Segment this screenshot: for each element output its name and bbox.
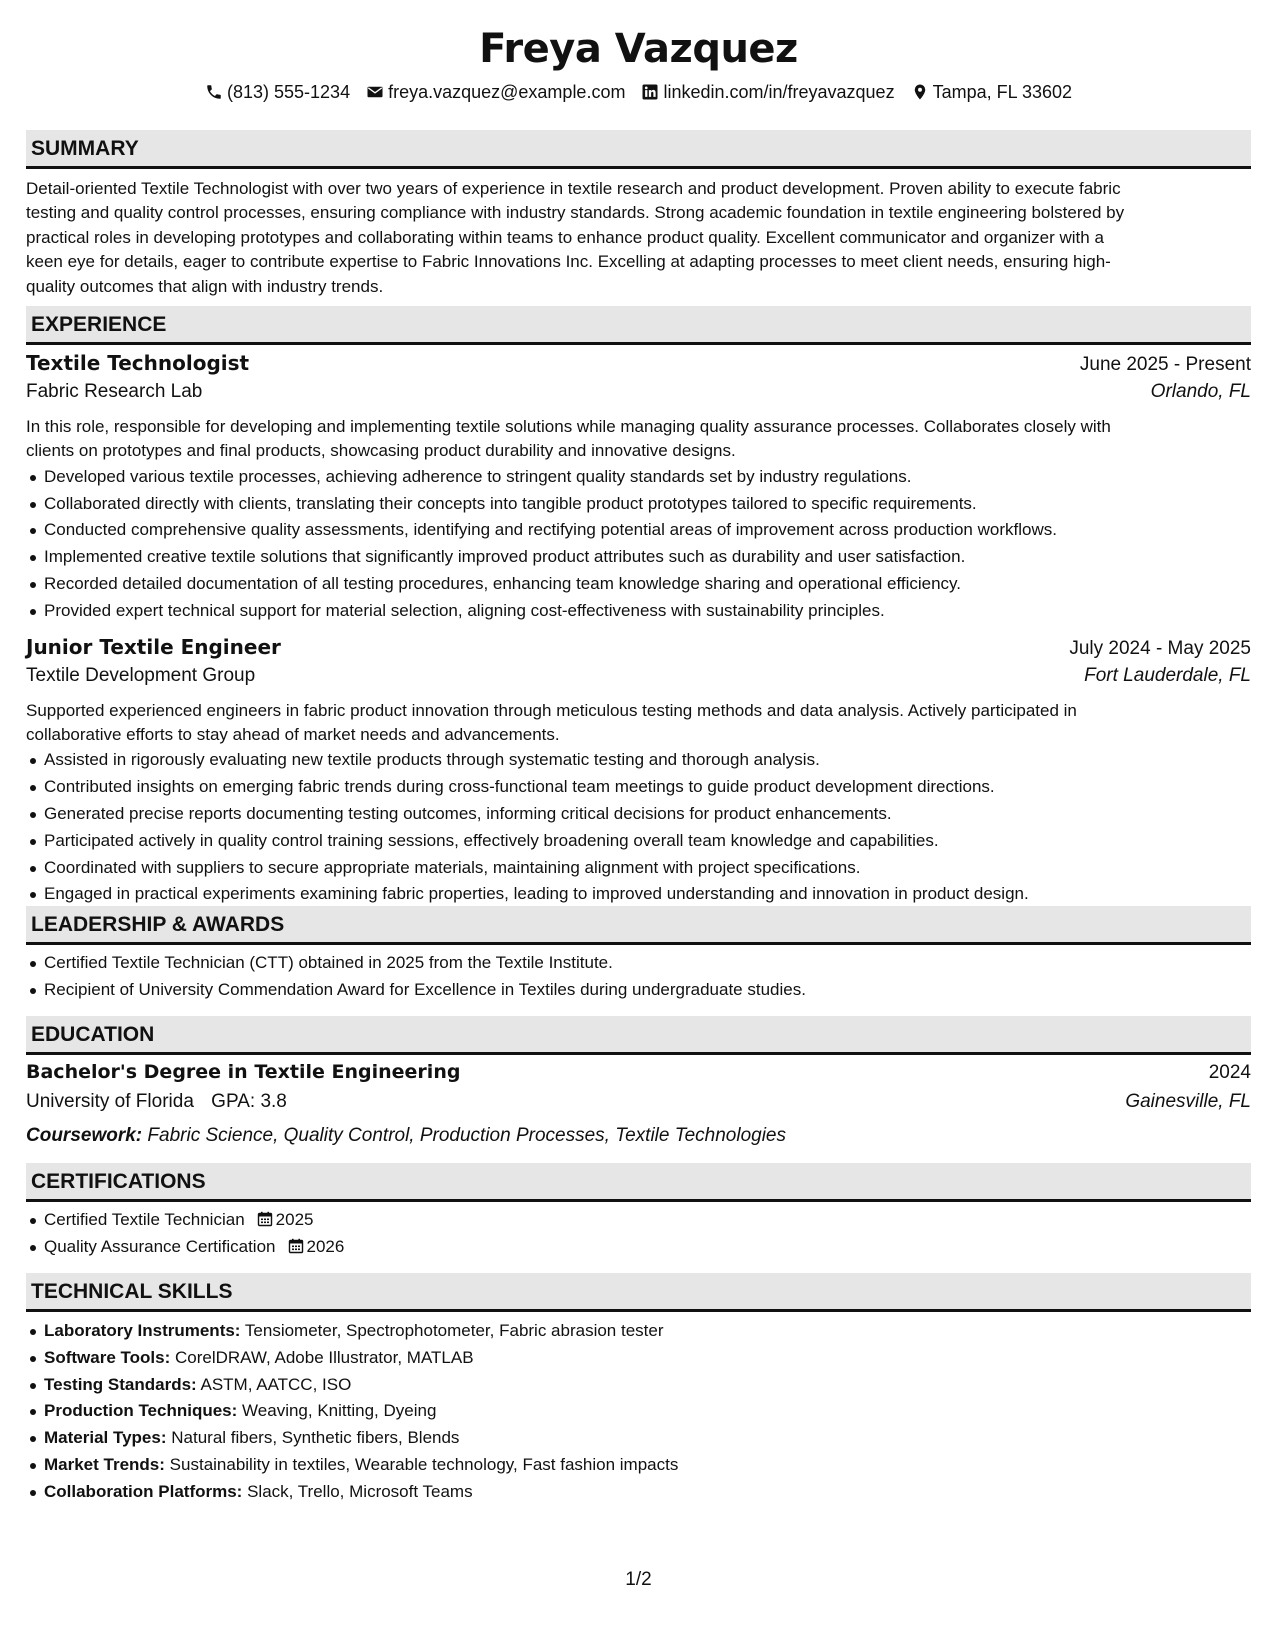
skill-value: Sustainability in textiles, Wearable technology, Fast fashion impacts <box>169 1454 679 1474</box>
job-dates: June 2025 - Present <box>1079 354 1251 375</box>
summary-line: keen eye for details, eager to contribute expertise to Fabric Innovations Inc. Excelling at adapting processes to meet client needs, ensuring high- <box>26 252 1111 272</box>
list-item <box>44 1207 1251 1234</box>
job-description <box>26 699 1251 748</box>
certification-name: Certified Textile Technician <box>44 1210 245 1229</box>
list-item <box>44 1425 1251 1452</box>
school-location: Gainesville, FL <box>1125 1091 1251 1112</box>
education-section <box>26 1016 1251 1151</box>
list-item <box>44 1452 1251 1479</box>
list-item: Implemented creative textile solutions that significantly improved product attributes such as durability and user satisfaction. <box>44 544 1251 571</box>
gpa: GPA: 3.8 <box>211 1091 287 1112</box>
school-name: University of Florida <box>26 1091 194 1112</box>
list-item: Collaborated directly with clients, translating their concepts into tangible product prototypes tailored to specific requirements. <box>44 491 1251 518</box>
list-item <box>44 1234 1251 1261</box>
location-text: Tampa, FL 33602 <box>932 81 1072 102</box>
certifications-section <box>26 1163 1251 1261</box>
skills-section <box>26 1273 1251 1506</box>
section-heading: SUMMARY <box>26 130 1251 169</box>
list-item: Coordinated with suppliers to secure appropriate materials, maintaining alignment with project specifications. <box>44 855 1251 882</box>
page-number: 1/2 <box>625 1569 652 1590</box>
list-item <box>44 1479 1251 1506</box>
list-item <box>44 1345 1251 1372</box>
section-heading: EXPERIENCE <box>26 306 1251 345</box>
calendar-icon <box>257 1211 273 1227</box>
phone-text: (813) 555-1234 <box>226 81 351 102</box>
section-heading: EDUCATION <box>26 1016 1251 1055</box>
job-title: Textile Technologist <box>26 351 250 375</box>
skill-value: Tensiometer, Spectrophotometer, Fabric abrasion tester <box>244 1321 664 1340</box>
list-item: Assisted in rigorously evaluating new textile products through systematic testing and thorough analysis. <box>44 747 1251 774</box>
skill-label: Testing Standards: <box>44 1374 197 1394</box>
list-item: Developed various textile processes, achieving adherence to stringent quality standards set by industry regulations. <box>44 464 1251 491</box>
skill-label: Material Types: <box>44 1428 167 1448</box>
leadership-section <box>26 906 1251 1004</box>
skill-label: Market Trends: <box>44 1454 165 1474</box>
map-pin-icon <box>911 83 929 101</box>
coursework-list: Fabric Science, Quality Control, Production Processes, Textile Technologies <box>147 1125 786 1146</box>
list-item <box>44 1372 1251 1399</box>
list-item: Engaged in practical experiments examining fabric properties, leading to improved understanding and innovation in product design. <box>44 881 1251 908</box>
job-bullets <box>26 464 1251 625</box>
contact-location <box>911 82 1072 103</box>
certification-year: 2026 <box>306 1236 345 1256</box>
contact-email[interactable] <box>366 82 625 103</box>
summary-line: Detail-oriented Textile Technologist with over two years of experience in textile research and product development. Proven ability to execute fabric <box>26 179 1121 198</box>
list-item: Conducted comprehensive quality assessments, identifying and rectifying potential areas of improvement across production workflows. <box>44 517 1251 544</box>
job-description <box>26 415 1251 464</box>
job-dates: July 2024 - May 2025 <box>1069 637 1251 659</box>
envelope-icon <box>366 83 384 101</box>
calendar-icon <box>288 1238 304 1254</box>
description-line: collaborative efforts to stay ahead of market needs and advancements. <box>26 725 560 744</box>
email-text: freya.vazquez@example.com <box>388 81 626 102</box>
skill-value: Slack, Trello, Microsoft Teams <box>247 1481 473 1501</box>
company-name: Fabric Research Lab <box>26 381 203 402</box>
coursework <box>26 1121 1251 1151</box>
list-item: Contributed insights on emerging fabric trends during cross-functional team meetings to guide product development directions. <box>44 774 1251 801</box>
job-entry <box>26 635 1251 909</box>
summary-text <box>26 177 1251 299</box>
contact-phone[interactable] <box>205 82 350 103</box>
awards-list <box>26 950 1251 1004</box>
summary-section <box>26 130 1251 299</box>
job-entry <box>26 351 1251 625</box>
certification-year: 2025 <box>275 1210 314 1229</box>
job-bullets <box>26 747 1251 908</box>
skill-label: Software Tools: <box>44 1347 171 1367</box>
job-location: Orlando, FL <box>1150 381 1251 402</box>
contact-linkedin[interactable] <box>641 82 894 103</box>
list-item: Generated precise reports documenting testing outcomes, informing critical decisions for product enhancements. <box>44 801 1251 828</box>
company-name: Textile Development Group <box>26 664 256 686</box>
skill-value: Natural fibers, Synthetic fibers, Blends <box>171 1428 460 1448</box>
summary-line: practical roles in developing prototypes and collaborating within teams to enhance product quality. Excellent communicator and organizer with a <box>26 227 1104 247</box>
description-line: In this role, responsible for developing and implementing textile solutions while managing quality assurance processes. Collaborates closely with <box>26 417 1111 436</box>
list-item: Recorded detailed documentation of all testing procedures, enhancing team knowledge sharing and operational efficiency. <box>44 571 1251 598</box>
skill-label: Collaboration Platforms: <box>44 1481 243 1501</box>
list-item: Certified Textile Technician (CTT) obtained in 2025 from the Textile Institute. <box>44 950 1251 977</box>
skill-label: Production Techniques: <box>44 1401 238 1421</box>
list-item: Recipient of University Commendation Award for Excellence in Textiles during undergraduate studies. <box>44 977 1251 1004</box>
list-item <box>44 1318 1251 1345</box>
skill-value: CorelDRAW, Adobe Illustrator, MATLAB <box>174 1347 474 1367</box>
summary-line: testing and quality control processes, ensuring compliance with industry standards. Strong academic foundation in textile engineering bolstered by <box>26 203 1125 223</box>
skill-value: Weaving, Knitting, Dyeing <box>242 1401 437 1421</box>
linkedin-text: linkedin.com/in/freyavazquez <box>663 81 895 102</box>
section-heading: LEADERSHIP & AWARDS <box>26 906 1251 945</box>
graduation-year: 2024 <box>1208 1062 1251 1083</box>
phone-icon <box>205 83 223 101</box>
coursework-label: Coursework: <box>26 1125 143 1146</box>
certification-name: Quality Assurance Certification <box>44 1236 276 1256</box>
description-line: clients on prototypes and final products, showcasing product durability and innovative designs. <box>26 441 736 461</box>
summary-line: quality outcomes that align with industry trends. <box>26 276 384 296</box>
list-item <box>44 1398 1251 1425</box>
list-item: Participated actively in quality control training sessions, effectively broadening overall team knowledge and capabilities. <box>44 828 1251 855</box>
linkedin-icon <box>641 83 659 101</box>
certifications-list <box>26 1207 1251 1261</box>
section-heading: CERTIFICATIONS <box>26 1163 1251 1202</box>
job-location: Fort Lauderdale, FL <box>1084 664 1251 686</box>
skills-list <box>26 1318 1251 1506</box>
contact-bar <box>26 80 1251 104</box>
skill-value: ASTM, AATCC, ISO <box>200 1374 352 1394</box>
section-heading: TECHNICAL SKILLS <box>26 1273 1251 1312</box>
description-line: Supported experienced engineers in fabric product innovation through meticulous testing methods and data analysis. Actively participated in <box>26 700 1077 720</box>
candidate-name: Freya Vazquez <box>479 26 798 72</box>
experience-section <box>26 306 1251 908</box>
degree-title: Bachelor's Degree in Textile Engineering <box>26 1061 461 1083</box>
list-item: Provided expert technical support for material selection, aligning cost-effectiveness with sustainability principles. <box>44 598 1251 625</box>
job-title: Junior Textile Engineer <box>26 634 281 659</box>
skill-label: Laboratory Instruments: <box>44 1321 241 1340</box>
resume-page <box>26 0 1251 1650</box>
